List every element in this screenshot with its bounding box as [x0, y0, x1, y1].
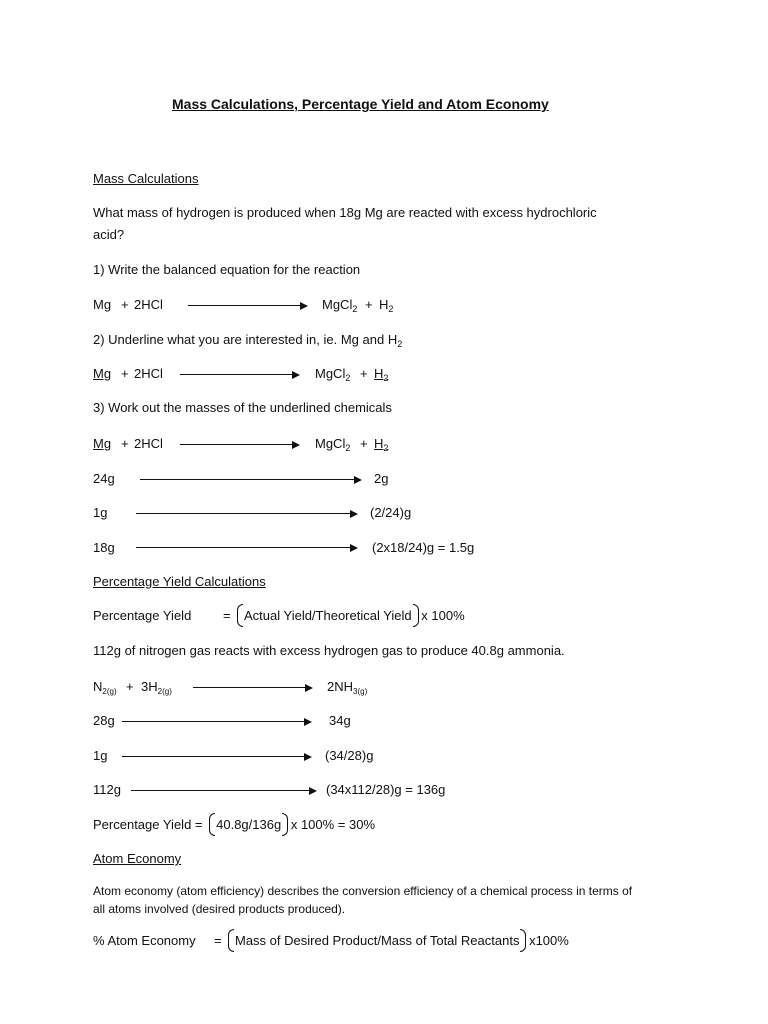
percentage-yield-label: Percentage Yield — [93, 608, 192, 623]
plus-sign: + — [126, 679, 134, 694]
reaction-arrow — [188, 305, 306, 306]
ratio-arrow — [131, 790, 315, 791]
plus-sign: + — [360, 366, 368, 381]
yield-row-left: 112g — [93, 782, 121, 797]
plus-sign: + — [121, 436, 129, 451]
percentage-yield-formula: Actual Yield/Theoretical Yield x 100% — [238, 608, 465, 623]
plus-sign: + — [121, 297, 129, 312]
atom-economy-formula: Mass of Desired Product/Mass of Total Reactants x100% — [229, 933, 569, 948]
product-mgcl2: MgCl$_2$ — [315, 366, 351, 383]
ratio-arrow — [136, 547, 356, 548]
plus-sign: + — [365, 297, 373, 312]
reactant-mg-underlined: Mg — [93, 436, 112, 451]
ratio-arrow — [122, 721, 310, 722]
equals-sign: = — [223, 608, 231, 623]
product-mgcl2: MgCl$_2$ — [315, 436, 351, 453]
plus-sign: + — [121, 366, 129, 381]
product-h2: $H_2$ — [379, 297, 394, 314]
question-line-1: What mass of hydrogen is produced when 18g Mg are reacted with excess hydrochloric — [93, 205, 597, 220]
product-h2-underlined: $H_2$ — [374, 366, 389, 383]
reactant-hcl: 2HCl — [134, 297, 163, 312]
equals-sign: = — [214, 933, 222, 948]
mass-row-right: (2x18/24)g = 1.5g — [372, 540, 475, 555]
section-heading-mass: Mass Calculations — [93, 171, 199, 186]
plus-sign: + — [360, 436, 368, 451]
product-h2-underlined: $H_2$ — [374, 436, 389, 453]
atom-economy-label: % Atom Economy — [93, 933, 196, 948]
yield-row-right: 34g — [329, 713, 351, 728]
section-heading-atom-economy: Atom Economy — [93, 851, 182, 866]
reactant-mg: Mg — [93, 297, 112, 312]
atom-economy-description-1: Atom economy (atom efficiency) describes the conversion efficiency of a chemical process in terms of — [93, 884, 633, 898]
reaction-arrow — [193, 687, 311, 688]
yield-row-left: 28g — [93, 713, 115, 728]
reactant-hcl: 2HCl — [134, 366, 163, 381]
mass-row-left: 24g — [93, 471, 115, 486]
step-2: 2) Underline what you are interested in, ie. Mg and $H_2$ — [93, 332, 403, 349]
mass-row-right: 2g — [374, 471, 389, 486]
ratio-arrow — [136, 513, 356, 514]
product-mgcl2: MgCl$_2$ — [322, 297, 358, 314]
ratio-arrow — [140, 479, 360, 480]
yield-row-left: 1g — [93, 748, 108, 763]
yield-problem: 112g of nitrogen gas reacts with excess hydrogen gas to produce 40.8g ammonia. — [93, 643, 565, 658]
step-3: 3) Work out the masses of the underlined chemicals — [93, 400, 392, 415]
yield-row-right: (34x112/28)g = 136g — [326, 782, 446, 797]
section-heading-percentage-yield: Percentage Yield Calculations — [93, 574, 266, 589]
percentage-yield-result: Percentage Yield = 40.8g/136g x 100% = 30% — [93, 817, 376, 832]
question-line-2: acid? — [93, 227, 125, 242]
reactant-n2: $N_{2(g)}$ — [93, 679, 117, 696]
step-1: 1) Write the balanced equation for the reaction — [93, 262, 361, 277]
page-title: Mass Calculations, Percentage Yield and Atom Economy — [172, 96, 549, 112]
reaction-arrow — [180, 374, 298, 375]
mass-row-left: 1g — [93, 505, 108, 520]
reactant-h2: $3H_{2(g)}$ — [141, 679, 172, 696]
yield-row-right: (34/28)g — [325, 748, 374, 763]
ratio-arrow — [122, 756, 310, 757]
product-nh3: $2NH_{3(g)}$ — [327, 679, 368, 696]
atom-economy-description-2: all atoms involved (desired products produced). — [93, 902, 346, 916]
reactant-mg-underlined: Mg — [93, 366, 112, 381]
mass-row-right: (2/24)g — [370, 505, 412, 520]
reaction-arrow — [180, 444, 298, 445]
mass-row-left: 18g — [93, 540, 115, 555]
reactant-hcl: 2HCl — [134, 436, 163, 451]
